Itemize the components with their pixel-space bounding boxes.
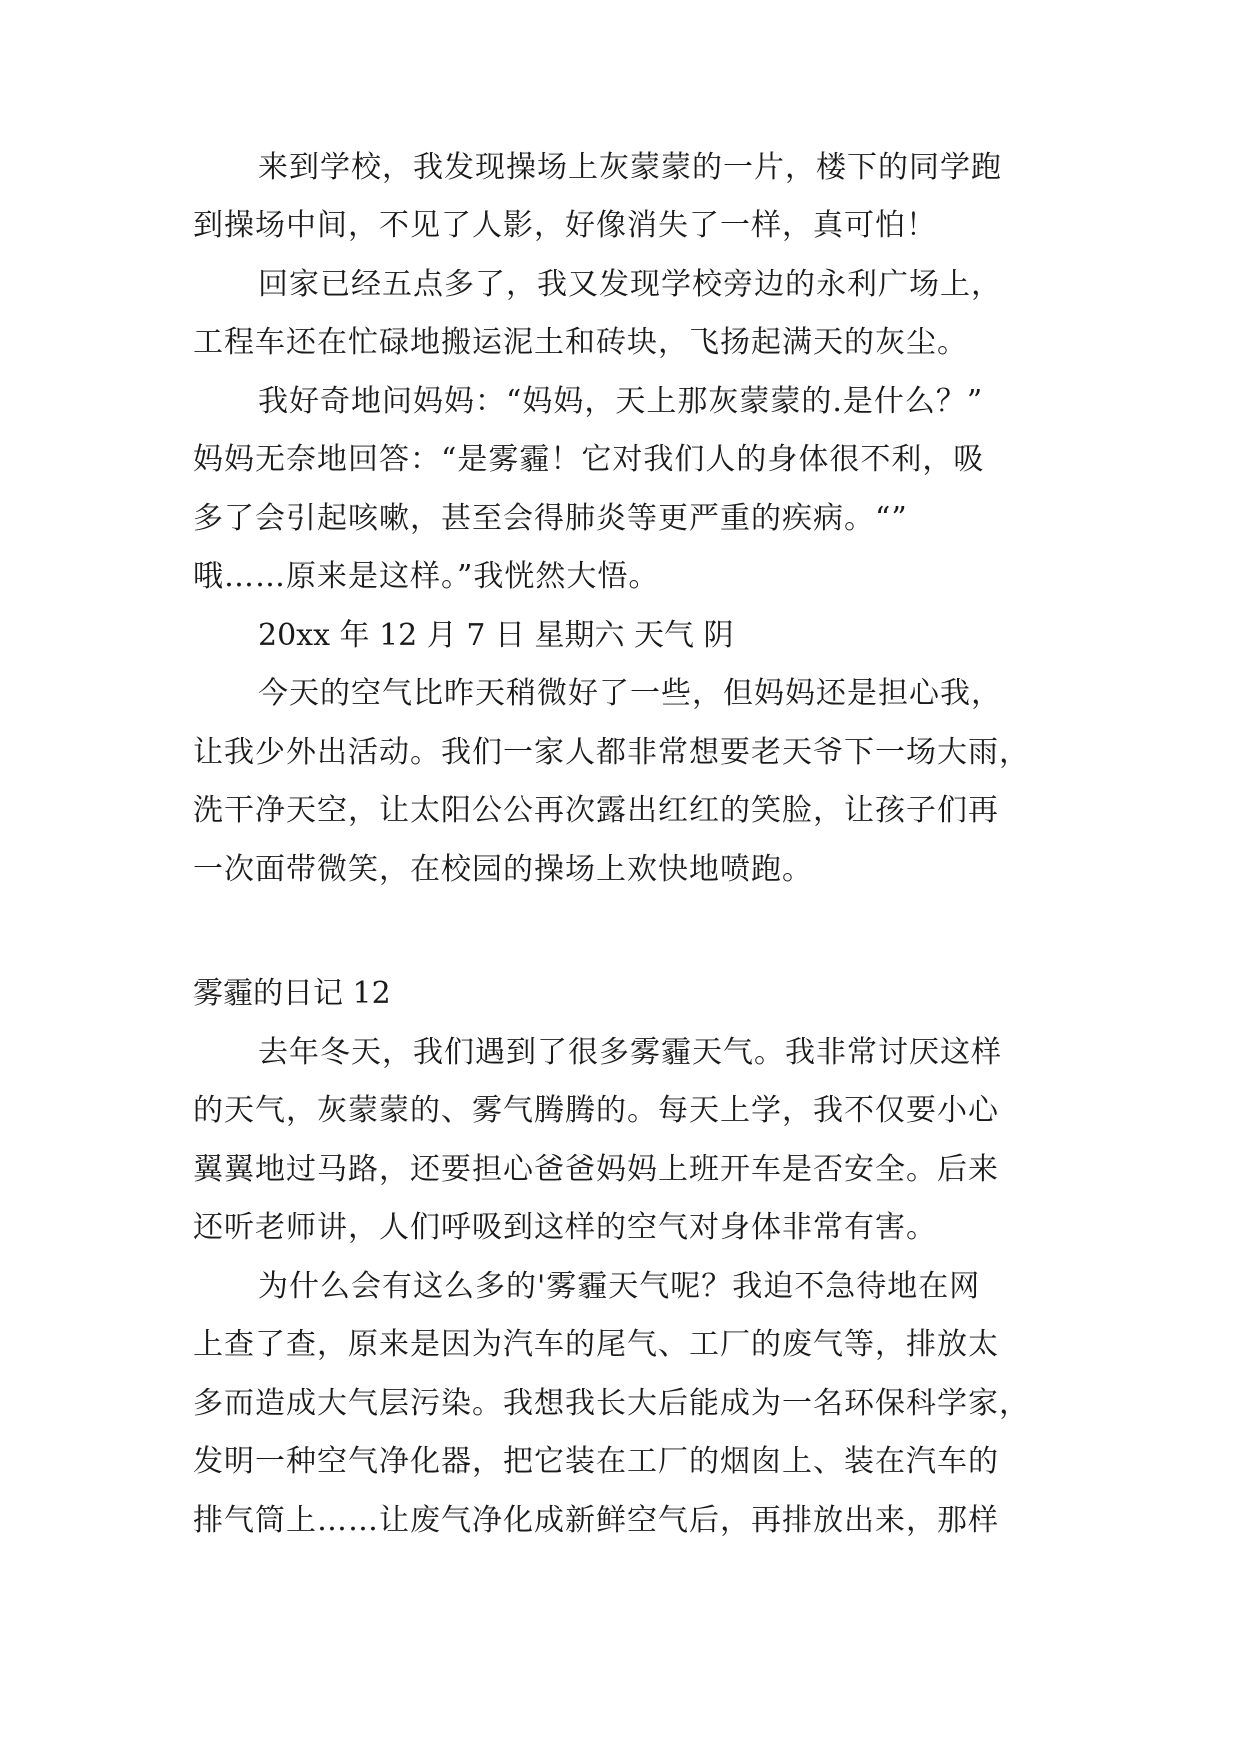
paragraph-line: 回家已经五点多了，我又发现学校旁边的永利广场上，	[258, 267, 1002, 302]
paragraph-line: 今天的空气比昨天稍微好了一些，但妈妈还是担心我，	[258, 676, 1002, 711]
paragraph-line: 发明一种空气净化器，把它装在工厂的烟囱上、装在汽车的	[193, 1444, 999, 1479]
paragraph-line: 去年冬天，我们遇到了很多雾霾天气。我非常讨厌这样	[258, 1035, 1002, 1070]
paragraph-line: 让我少外出活动。我们一家人都非常想要老天爷下一场大雨，	[193, 735, 1030, 770]
paragraph-line: 来到学校，我发现操场上灰蒙蒙的一片，楼下的同学跑	[258, 150, 1002, 185]
paragraph-line: 妈妈无奈地回答：“是雾霾！它对我们人的身体很不利，吸	[193, 442, 985, 477]
paragraph-line: 上查了查，原来是因为汽车的尾气、工厂的废气等，排放太	[193, 1327, 999, 1362]
paragraph-line: 哦……原来是这样。”我恍然大悟。	[193, 559, 660, 594]
paragraph-line: 工程车还在忙碌地搬运泥土和砖块，飞扬起满天的灰尘。	[193, 325, 968, 360]
diary-date-line: 20xx 年 12 月 7 日 星期六 天气 阴	[258, 618, 734, 653]
paragraph-line: 翼翼地过马路，还要担心爸爸妈妈上班开车是否安全。后来	[193, 1152, 999, 1187]
paragraph-line: 还听老师讲，人们呼吸到这样的空气对身体非常有害。	[193, 1210, 937, 1245]
paragraph-line: 到操场中间，不见了人影，好像消失了一样，真可怕！	[193, 208, 937, 243]
section-heading: 雾霾的日记 12	[193, 976, 391, 1011]
paragraph-line: 的天气，灰蒙蒙的、雾气腾腾的。每天上学，我不仅要小心	[193, 1093, 999, 1128]
paragraph-line: 多了会引起咳嗽，甚至会得肺炎等更严重的疾病。“”	[193, 501, 908, 536]
paragraph-line: 洗干净天空，让太阳公公再次露出红红的笑脸，让孩子们再	[193, 793, 999, 828]
paragraph-line: 为什么会有这么多的'雾霾天气呢？我迫不急待地在网	[258, 1269, 981, 1304]
paragraph-line: 排气筒上……让废气净化成新鲜空气后，再排放出来，那样	[193, 1503, 999, 1538]
paragraph-line: 我好奇地问妈妈：“妈妈，天上那灰蒙蒙的.是什么？”	[258, 384, 984, 419]
paragraph-line: 多而造成大气层污染。我想我长大后能成为一名环保科学家，	[193, 1386, 1030, 1421]
paragraph-line: 一次面带微笑，在校园的操场上欢快地喷跑。	[193, 852, 813, 887]
